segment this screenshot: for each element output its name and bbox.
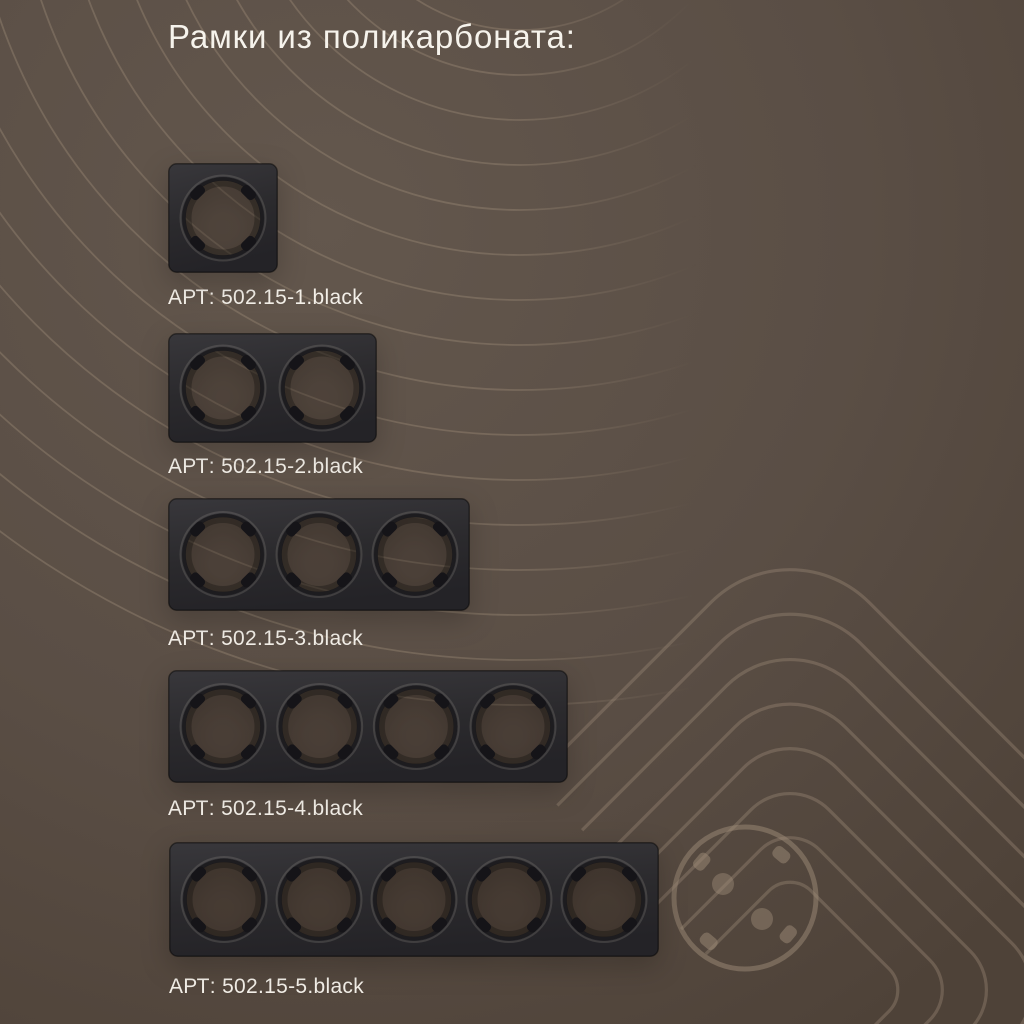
frame-photo-3gang [168,498,470,611]
article-label-5gang: АРТ: 502.15-5.black [169,975,365,998]
product-5gang [169,842,659,999]
product-2gang [168,333,377,479]
frame-photo-2gang [168,333,377,443]
page-title: Рамки из поликарбоната: [168,18,576,55]
article-label-3gang: АРТ: 502.15-3.black [168,627,364,650]
socket-pin-hole-right [751,908,773,930]
socket-pin-hole-left [712,873,734,895]
article-label-1gang: АРТ: 502.15-1.black [168,286,364,309]
article-label-4gang: АРТ: 502.15-4.black [168,797,364,820]
product-4gang [168,670,568,821]
product-3gang [168,498,470,651]
frame-photo-1gang [168,163,278,273]
frame-photo-4gang [168,670,568,783]
article-label-2gang: АРТ: 502.15-2.black [168,455,364,478]
frame-photo-5gang [169,842,659,957]
product-1gang [168,163,363,310]
